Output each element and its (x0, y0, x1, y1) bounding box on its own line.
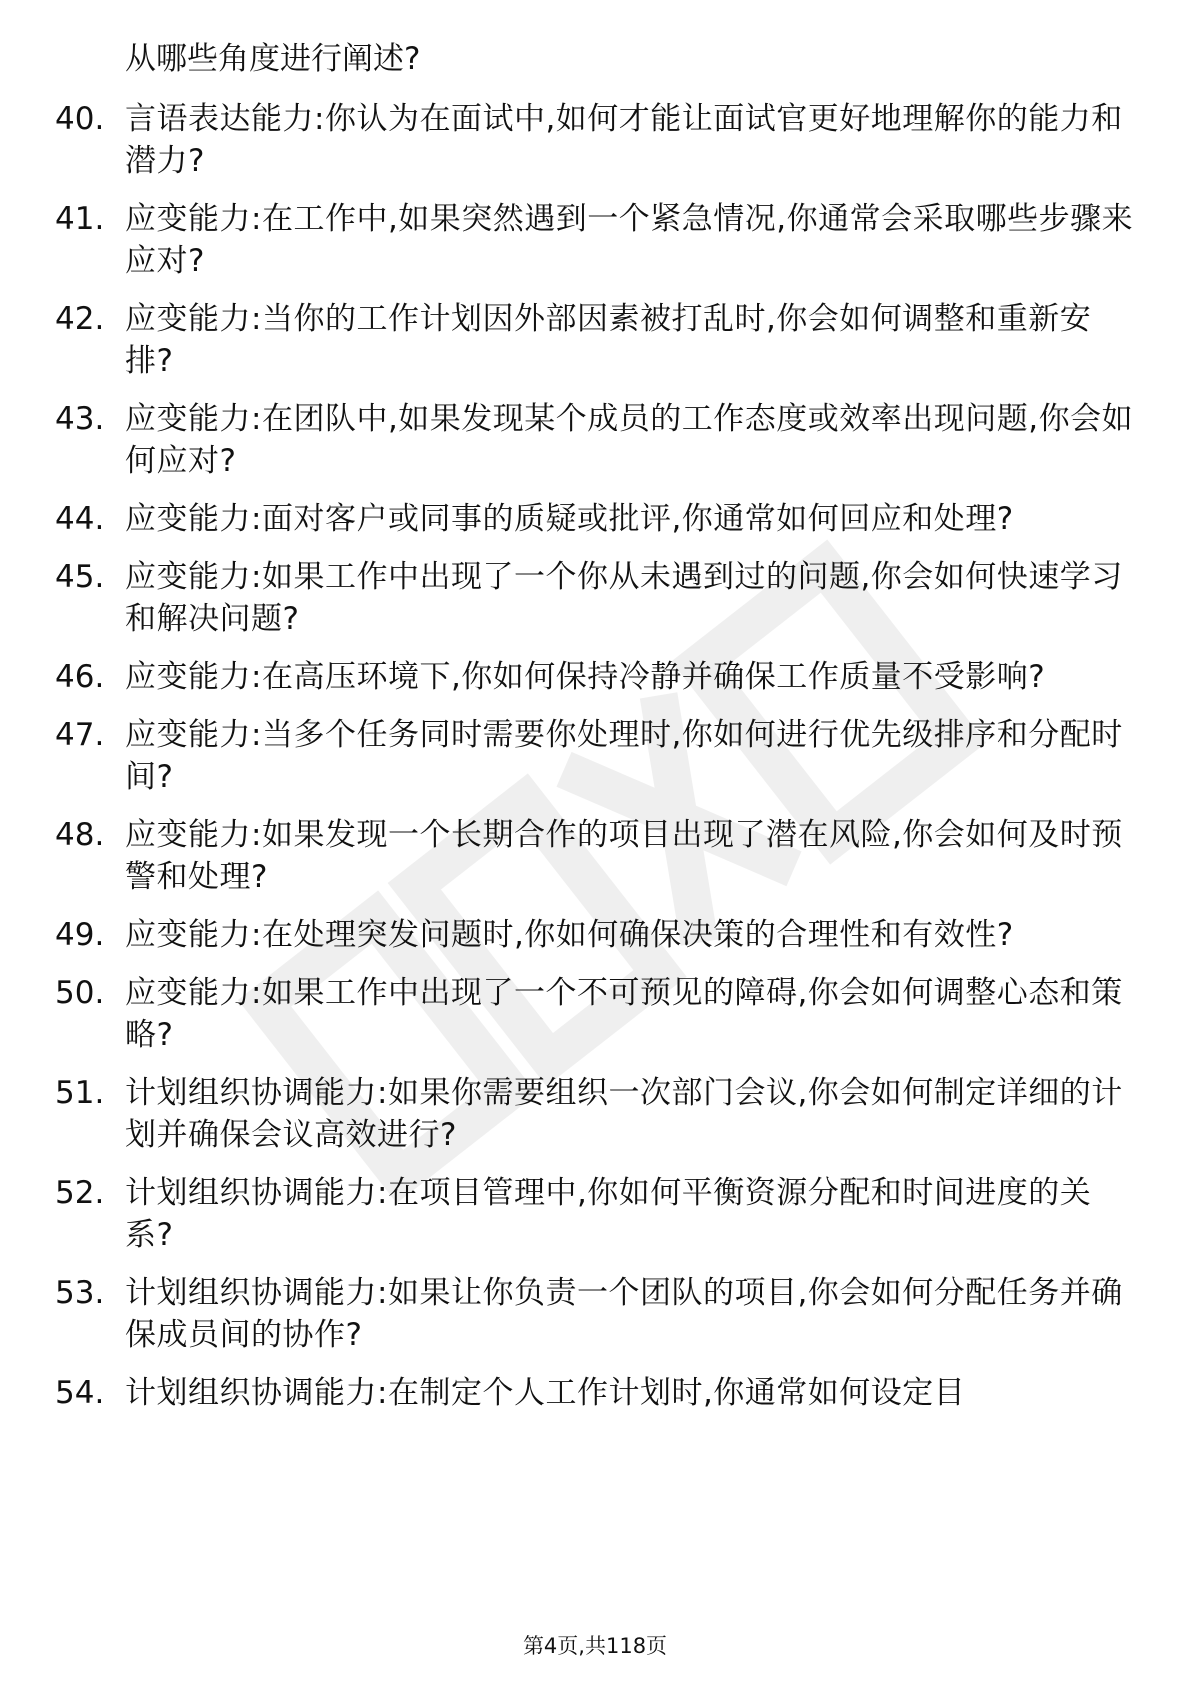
item-number: 45. (55, 559, 105, 595)
list-item (55, 398, 1135, 482)
list-item (55, 814, 1135, 898)
item-number: 43. (55, 401, 105, 437)
item-text: 计划组织协调能力:在项目管理中,你如何平衡资源分配和时间进度的关系? (125, 1175, 1092, 1253)
item-number: 51. (55, 1075, 105, 1111)
list-item (55, 1072, 1135, 1156)
list-item (55, 1172, 1135, 1256)
list-item (55, 98, 1135, 182)
item-text: 应变能力:面对客户或同事的质疑或批评,你通常如何回应和处理? (125, 501, 1014, 537)
list-item (55, 198, 1135, 282)
item-number: 48. (55, 817, 105, 853)
item-text: 计划组织协调能力:如果让你负责一个团队的项目,你会如何分配任务并确保成员间的协作? (125, 1275, 1123, 1353)
item-number: 50. (55, 975, 105, 1011)
item-text: 应变能力:在处理突发问题时,你如何确保决策的合理性和有效性? (125, 917, 1014, 953)
item-number: 40. (55, 101, 105, 137)
item-number: 41. (55, 201, 105, 237)
item-number: 46. (55, 659, 105, 695)
list-item (55, 972, 1135, 1056)
item-text: 应变能力:在高压环境下,你如何保持冷静并确保工作质量不受影响? (125, 659, 1046, 695)
list-item (55, 556, 1135, 640)
list-item (55, 1372, 1135, 1414)
item-text: 应变能力:在团队中,如果发现某个成员的工作态度或效率出现问题,你会如何应对? (125, 401, 1134, 479)
item-number: 42. (55, 301, 105, 337)
list-item (55, 914, 1135, 956)
item-number: 49. (55, 917, 105, 953)
item-text: 应变能力:如果发现一个长期合作的项目出现了潜在风险,你会如何及时预警和处理? (125, 817, 1123, 895)
list-item (55, 1272, 1135, 1356)
list-item (55, 656, 1135, 698)
question-list (55, 38, 1135, 1430)
item-number: 53. (55, 1275, 105, 1311)
item-text: 应变能力:在工作中,如果突然遇到一个紧急情况,你通常会采取哪些步骤来应对? (125, 201, 1134, 279)
item-text: 应变能力:当多个任务同时需要你处理时,你如何进行优先级排序和分配时间? (125, 717, 1123, 795)
item-number: 44. (55, 501, 105, 537)
item-number: 54. (55, 1375, 105, 1411)
item-text: 计划组织协调能力:如果你需要组织一次部门会议,你会如何制定详细的计划并确保会议高效进行? (125, 1075, 1123, 1153)
item-text: 言语表达能力:你认为在面试中,如何才能让面试官更好地理解你的能力和潜力? (125, 101, 1123, 179)
list-item (55, 298, 1135, 382)
list-item (55, 498, 1135, 540)
page-number-footer: 第4页,共118页 (522, 1634, 668, 1658)
item-number: 47. (55, 717, 105, 753)
continued-question-text: 从哪些角度进行阐述? (125, 41, 421, 77)
item-text: 计划组织协调能力:在制定个人工作计划时,你通常如何设定目 (125, 1375, 966, 1411)
list-item (55, 714, 1135, 798)
item-text: 应变能力:当你的工作计划因外部因素被打乱时,你会如何调整和重新安排? (125, 301, 1092, 379)
item-text: 应变能力:如果工作中出现了一个你从未遇到过的问题,你会如何快速学习和解决问题? (125, 559, 1123, 637)
item-text: 应变能力:如果工作中出现了一个不可预见的障碍,你会如何调整心态和策略? (125, 975, 1123, 1053)
item-number: 52. (55, 1175, 105, 1211)
